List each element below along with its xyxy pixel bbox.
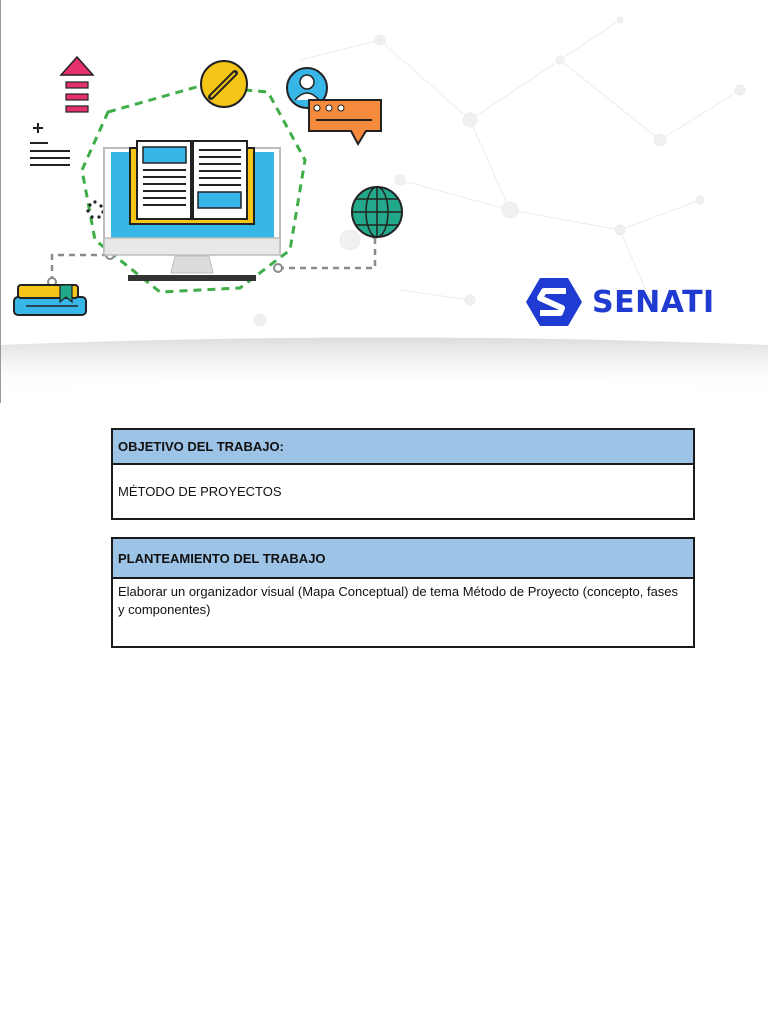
objective-body: MÉTODO DE PROYECTOS [118,484,282,499]
books-stack-icon [14,285,86,315]
statement-body: Elaborar un organizador visual (Mapa Conceptual) de tema Método de Proyecto (concepto, fases y componentes) [118,584,679,617]
left-border-line [0,0,1,403]
header-banner [0,0,768,405]
objective-section [111,428,695,520]
banner-shadow [0,338,768,396]
banner-illustration [0,0,768,405]
upload-arrow-icon [61,57,93,112]
chat-bubble-icon [309,100,381,144]
logo-mark-space [524,278,580,326]
objective-header: OBJETIVO DEL TRABAJO: [113,430,693,465]
senati-logo [524,276,715,328]
document-lines-icon [30,123,70,165]
globe-icon [352,187,402,237]
logo-text: SENATI [592,284,715,320]
computer-book-icon [104,141,280,281]
statement-header: PLANTEAMIENTO DEL TRABAJO [113,539,693,579]
statement-section [111,537,695,648]
pencil-icon [201,61,247,107]
